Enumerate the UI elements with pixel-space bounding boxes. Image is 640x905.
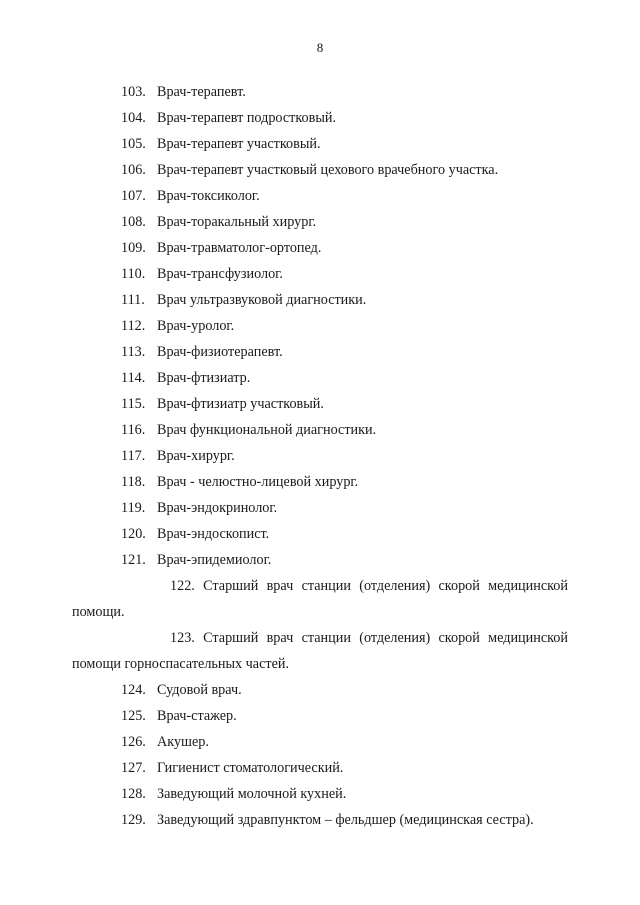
list-item bbox=[72, 547, 568, 573]
list-item bbox=[72, 131, 568, 157]
list-item bbox=[72, 781, 568, 807]
item-number: 127. bbox=[121, 760, 146, 776]
item-text: Старший врач станции (отделения) скорой медицинской помощи. bbox=[72, 578, 568, 620]
item-number: 109. bbox=[121, 240, 146, 256]
list-item bbox=[72, 209, 568, 235]
list-item bbox=[72, 287, 568, 313]
item-text: Врач-трансфузиолог. bbox=[157, 266, 283, 282]
item-text: Заведующий здравпунктом – фельдшер (медицинская сестра). bbox=[157, 812, 534, 828]
item-text: Судовой врач. bbox=[157, 682, 242, 698]
item-number: 125. bbox=[121, 708, 146, 724]
list-item bbox=[72, 755, 568, 781]
item-number: 104. bbox=[121, 110, 146, 126]
item-number: 111. bbox=[121, 292, 145, 308]
item-text: Врач-физиотерапевт. bbox=[157, 344, 283, 360]
item-number: 114. bbox=[121, 370, 146, 386]
position-list bbox=[72, 79, 568, 833]
item-text: Врач ультразвуковой диагностики. bbox=[157, 292, 367, 308]
item-text: Врач-травматолог-ортопед. bbox=[157, 240, 322, 256]
list-item bbox=[72, 807, 568, 833]
item-text: Врач-терапевт. bbox=[157, 84, 246, 100]
item-text: Врач-терапевт участковый. bbox=[157, 136, 321, 152]
list-item bbox=[72, 417, 568, 443]
item-text: Врач-уролог. bbox=[157, 318, 235, 334]
item-number: 107. bbox=[121, 188, 146, 204]
item-text: Акушер. bbox=[157, 734, 209, 750]
list-item bbox=[72, 729, 568, 755]
item-number: 122. bbox=[170, 578, 195, 594]
list-item bbox=[72, 79, 568, 105]
item-text: Врач - челюстно-лицевой хирург. bbox=[157, 474, 359, 490]
item-number: 123. bbox=[170, 630, 195, 646]
item-text: Гигиенист стоматологический. bbox=[157, 760, 344, 776]
list-item bbox=[72, 365, 568, 391]
item-number: 117. bbox=[121, 448, 146, 464]
item-text: Врач-фтизиатр участковый. bbox=[157, 396, 324, 412]
list-item bbox=[72, 469, 568, 495]
item-text: Врач функциональной диагностики. bbox=[157, 422, 377, 438]
item-number: 113. bbox=[121, 344, 146, 360]
item-number: 118. bbox=[121, 474, 146, 490]
item-text: Врач-фтизиатр. bbox=[157, 370, 251, 386]
item-text: Врач-торакальный хирург. bbox=[157, 214, 317, 230]
item-number: 128. bbox=[121, 786, 146, 802]
item-number: 115. bbox=[121, 396, 146, 412]
list-item bbox=[72, 391, 568, 417]
item-number: 119. bbox=[121, 500, 146, 516]
item-number: 103. bbox=[121, 84, 146, 100]
item-number: 129. bbox=[121, 812, 146, 828]
page-number: 8 bbox=[316, 40, 324, 55]
list-item bbox=[72, 235, 568, 261]
item-text: Врач-эндокринолог. bbox=[157, 500, 278, 516]
item-number: 126. bbox=[121, 734, 146, 750]
item-number: 112. bbox=[121, 318, 146, 334]
list-item bbox=[72, 573, 568, 625]
item-text: Врач-эндоскопист. bbox=[157, 526, 270, 542]
list-item bbox=[72, 625, 568, 677]
item-text: Врач-токсиколог. bbox=[157, 188, 260, 204]
item-text: Врач-стажер. bbox=[157, 708, 237, 724]
item-number: 110. bbox=[121, 266, 146, 282]
list-item bbox=[72, 443, 568, 469]
list-item bbox=[72, 183, 568, 209]
item-text: Старший врач станции (отделения) скорой медицинской помощи горноспасательных частей. bbox=[72, 630, 568, 672]
item-number: 124. bbox=[121, 682, 146, 698]
item-text: Заведующий молочной кухней. bbox=[157, 786, 347, 802]
item-number: 106. bbox=[121, 162, 146, 178]
list-item bbox=[72, 521, 568, 547]
item-number: 105. bbox=[121, 136, 146, 152]
list-item bbox=[72, 261, 568, 287]
item-text: Врач-терапевт участковый цехового врачебного участка. bbox=[157, 162, 499, 178]
item-number: 116. bbox=[121, 422, 146, 438]
list-item bbox=[72, 313, 568, 339]
list-item bbox=[72, 157, 568, 183]
item-text: Врач-хирург. bbox=[157, 448, 235, 464]
list-item bbox=[72, 495, 568, 521]
item-number: 121. bbox=[121, 552, 146, 568]
item-number: 120. bbox=[121, 526, 146, 542]
list-item bbox=[72, 339, 568, 365]
item-text: Врач-эпидемиолог. bbox=[157, 552, 272, 568]
item-number: 108. bbox=[121, 214, 146, 230]
list-item bbox=[72, 703, 568, 729]
list-item bbox=[72, 105, 568, 131]
list-item bbox=[72, 677, 568, 703]
item-text: Врач-терапевт подростковый. bbox=[157, 110, 336, 126]
